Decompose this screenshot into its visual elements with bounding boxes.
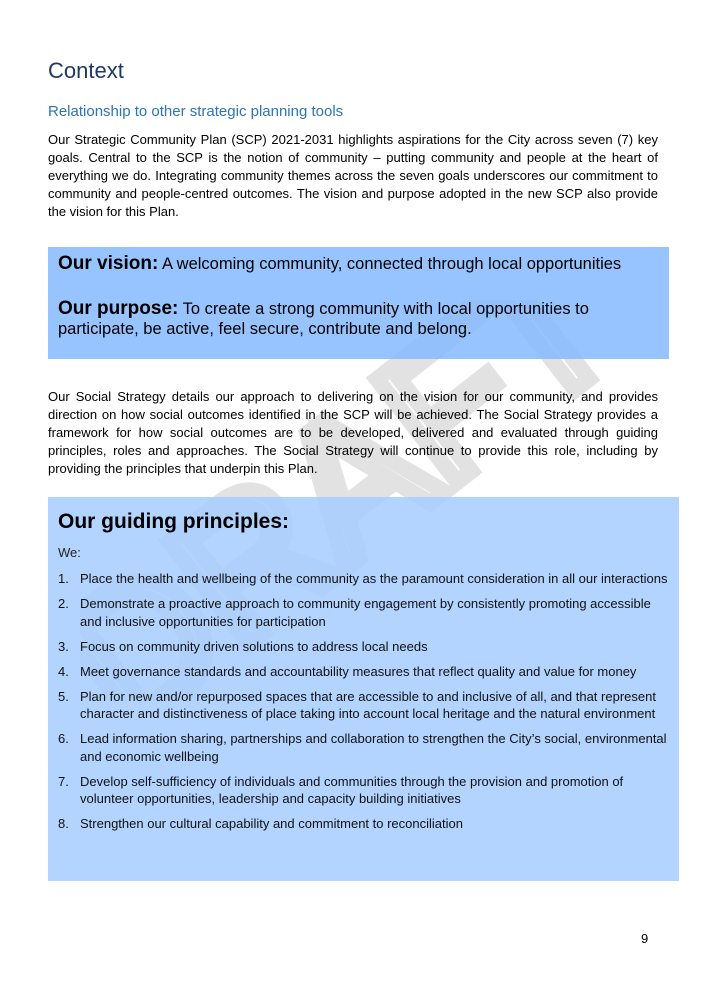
principle-item xyxy=(58,730,673,765)
page-heading: Context xyxy=(48,58,124,83)
principle-number: 6. xyxy=(58,731,69,746)
principle-text: Lead information sharing, partnerships and collaboration to strengthen the City’s social, environmental and economic wellbeing xyxy=(80,731,667,764)
principle-number: 3. xyxy=(58,638,69,654)
social-strategy-paragraph: Our Social Strategy details our approach to delivering on the vision for our community, and provides direction on how social outcomes identified in the SCP will be achieved. The Social Strategy provides a framework for how social outcomes are to be developed, delivered and evaluated through guiding principles, roles and approaches. The Social Strategy will continue to provide this role, including by providing the principles that underpin this Plan. xyxy=(48,389,658,476)
principle-number: 2. xyxy=(58,596,69,611)
principle-item xyxy=(58,815,673,833)
principle-text: Demonstrate a proactive approach to community engagement by consistently promoting accessible and inclusive opportunities for participation xyxy=(80,596,651,629)
vision-label: Our vision: xyxy=(58,253,159,274)
principle-text: Develop self-sufficiency of individuals and communities through the provision and promotion of volunteer opportunities, leadership and capacity building initiatives xyxy=(80,773,624,806)
principles-intro: We: xyxy=(58,545,81,560)
principle-number: 5. xyxy=(58,688,69,704)
purpose-text: To create a strong community with local opportunities to participate, be active, feel secure, contribute and belong. xyxy=(58,300,589,338)
page-number: 9 xyxy=(641,931,649,946)
principle-text: Place the health and wellbeing of the community as the paramount consideration in all our interactions xyxy=(80,571,668,586)
principle-text: Strengthen our cultural capability and commitment to reconciliation xyxy=(80,816,463,831)
vision-text: A welcoming community, connected through local opportunities xyxy=(161,255,622,273)
intro-paragraph: Our Strategic Community Plan (SCP) 2021-2031 highlights aspirations for the City across seven (7) key goals. Central to the SCP is the notion of community – putting community and people at the heart of everything we do. Integrating community themes across the seven goals underscores our commitment to community and people-centred outcomes. The vision and purpose adopted in the new SCP also provide the vision for this Plan. xyxy=(48,132,658,219)
vision-purpose-box xyxy=(48,247,669,359)
vision-statement xyxy=(58,254,658,274)
purpose-label: Our purpose: xyxy=(58,298,179,319)
principle-item xyxy=(58,773,673,808)
principle-number: 1. xyxy=(58,571,69,586)
principle-item xyxy=(58,570,673,588)
principle-item xyxy=(58,595,673,630)
principle-number: 4. xyxy=(58,663,69,679)
principle-number: 7. xyxy=(58,773,69,789)
section-subheading: Relationship to other strategic planning tools xyxy=(48,103,344,120)
purpose-statement xyxy=(58,299,658,339)
principle-item xyxy=(58,688,673,723)
principle-item xyxy=(58,638,673,656)
principle-text: Plan for new and/or repurposed spaces that are accessible to and inclusive of all, and that represent character and distinctiveness of place taking into account local heritage and the natural environment xyxy=(80,688,656,721)
principle-text: Meet governance standards and accountability measures that reflect quality and value for money xyxy=(80,663,637,679)
principles-list xyxy=(58,570,673,840)
principle-item xyxy=(58,663,673,681)
principles-title: Our guiding principles: xyxy=(58,510,289,533)
principle-number: 8. xyxy=(58,816,69,831)
principle-text: Focus on community driven solutions to address local needs xyxy=(80,638,428,654)
guiding-principles-box xyxy=(48,497,679,881)
